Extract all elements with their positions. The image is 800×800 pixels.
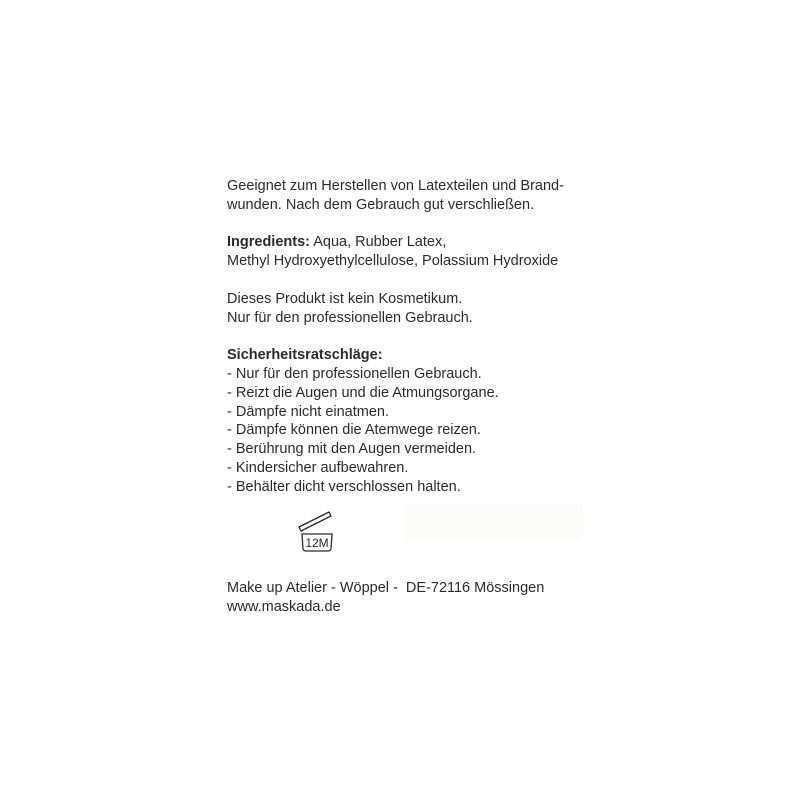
- safety-item: - Reizt die Augen und die Atmungsorgane.: [227, 384, 499, 401]
- manufacturer-address: Make up Atelier - Wöppel - DE-72116 Mössingen: [227, 580, 545, 596]
- blank-patch: [405, 503, 583, 541]
- website-link: www.maskada.de: [227, 599, 341, 615]
- ingredients-section: [227, 233, 607, 271]
- pao-period: 12M: [305, 536, 329, 550]
- footer: [227, 579, 544, 617]
- notice-line-1: Dieses Produkt ist kein Kosmetikum.: [227, 290, 463, 307]
- safety-item: - Behälter dicht verschlossen halten.: [227, 478, 461, 495]
- safety-section: [227, 346, 607, 496]
- safety-item: - Dämpfe können die Atemwege reizen.: [227, 422, 481, 439]
- safety-item: - Berührung mit den Augen vermeiden.: [227, 441, 477, 458]
- notice-section: [227, 290, 607, 328]
- product-label-text: [227, 177, 607, 497]
- intro-line-1: Geeignet zum Herstellen von Latexteilen und Brand-: [227, 178, 564, 194]
- safety-item: - Nur für den professionellen Gebrauch.: [227, 365, 482, 382]
- notice-line-2: Nur für den professionellen Gebrauch.: [227, 309, 473, 326]
- safety-item: - Dämpfe nicht einatmen.: [227, 403, 389, 420]
- safety-heading: Sicherheitsratschläge:: [227, 347, 383, 364]
- ingredients-line-1: Aqua, Rubber Latex,: [309, 234, 447, 251]
- ingredients-line-2: Methyl Hydroxyethylcellulose, Polassium Hydroxide: [227, 253, 559, 270]
- open-jar-icon: [296, 506, 336, 552]
- intro-section: [227, 177, 607, 215]
- ingredients-label: Ingredients:: [227, 234, 310, 251]
- intro-line-2: wunden. Nach dem Gebrauch gut verschließen.: [227, 196, 535, 213]
- safety-item: - Kindersicher aufbewahren.: [227, 459, 409, 476]
